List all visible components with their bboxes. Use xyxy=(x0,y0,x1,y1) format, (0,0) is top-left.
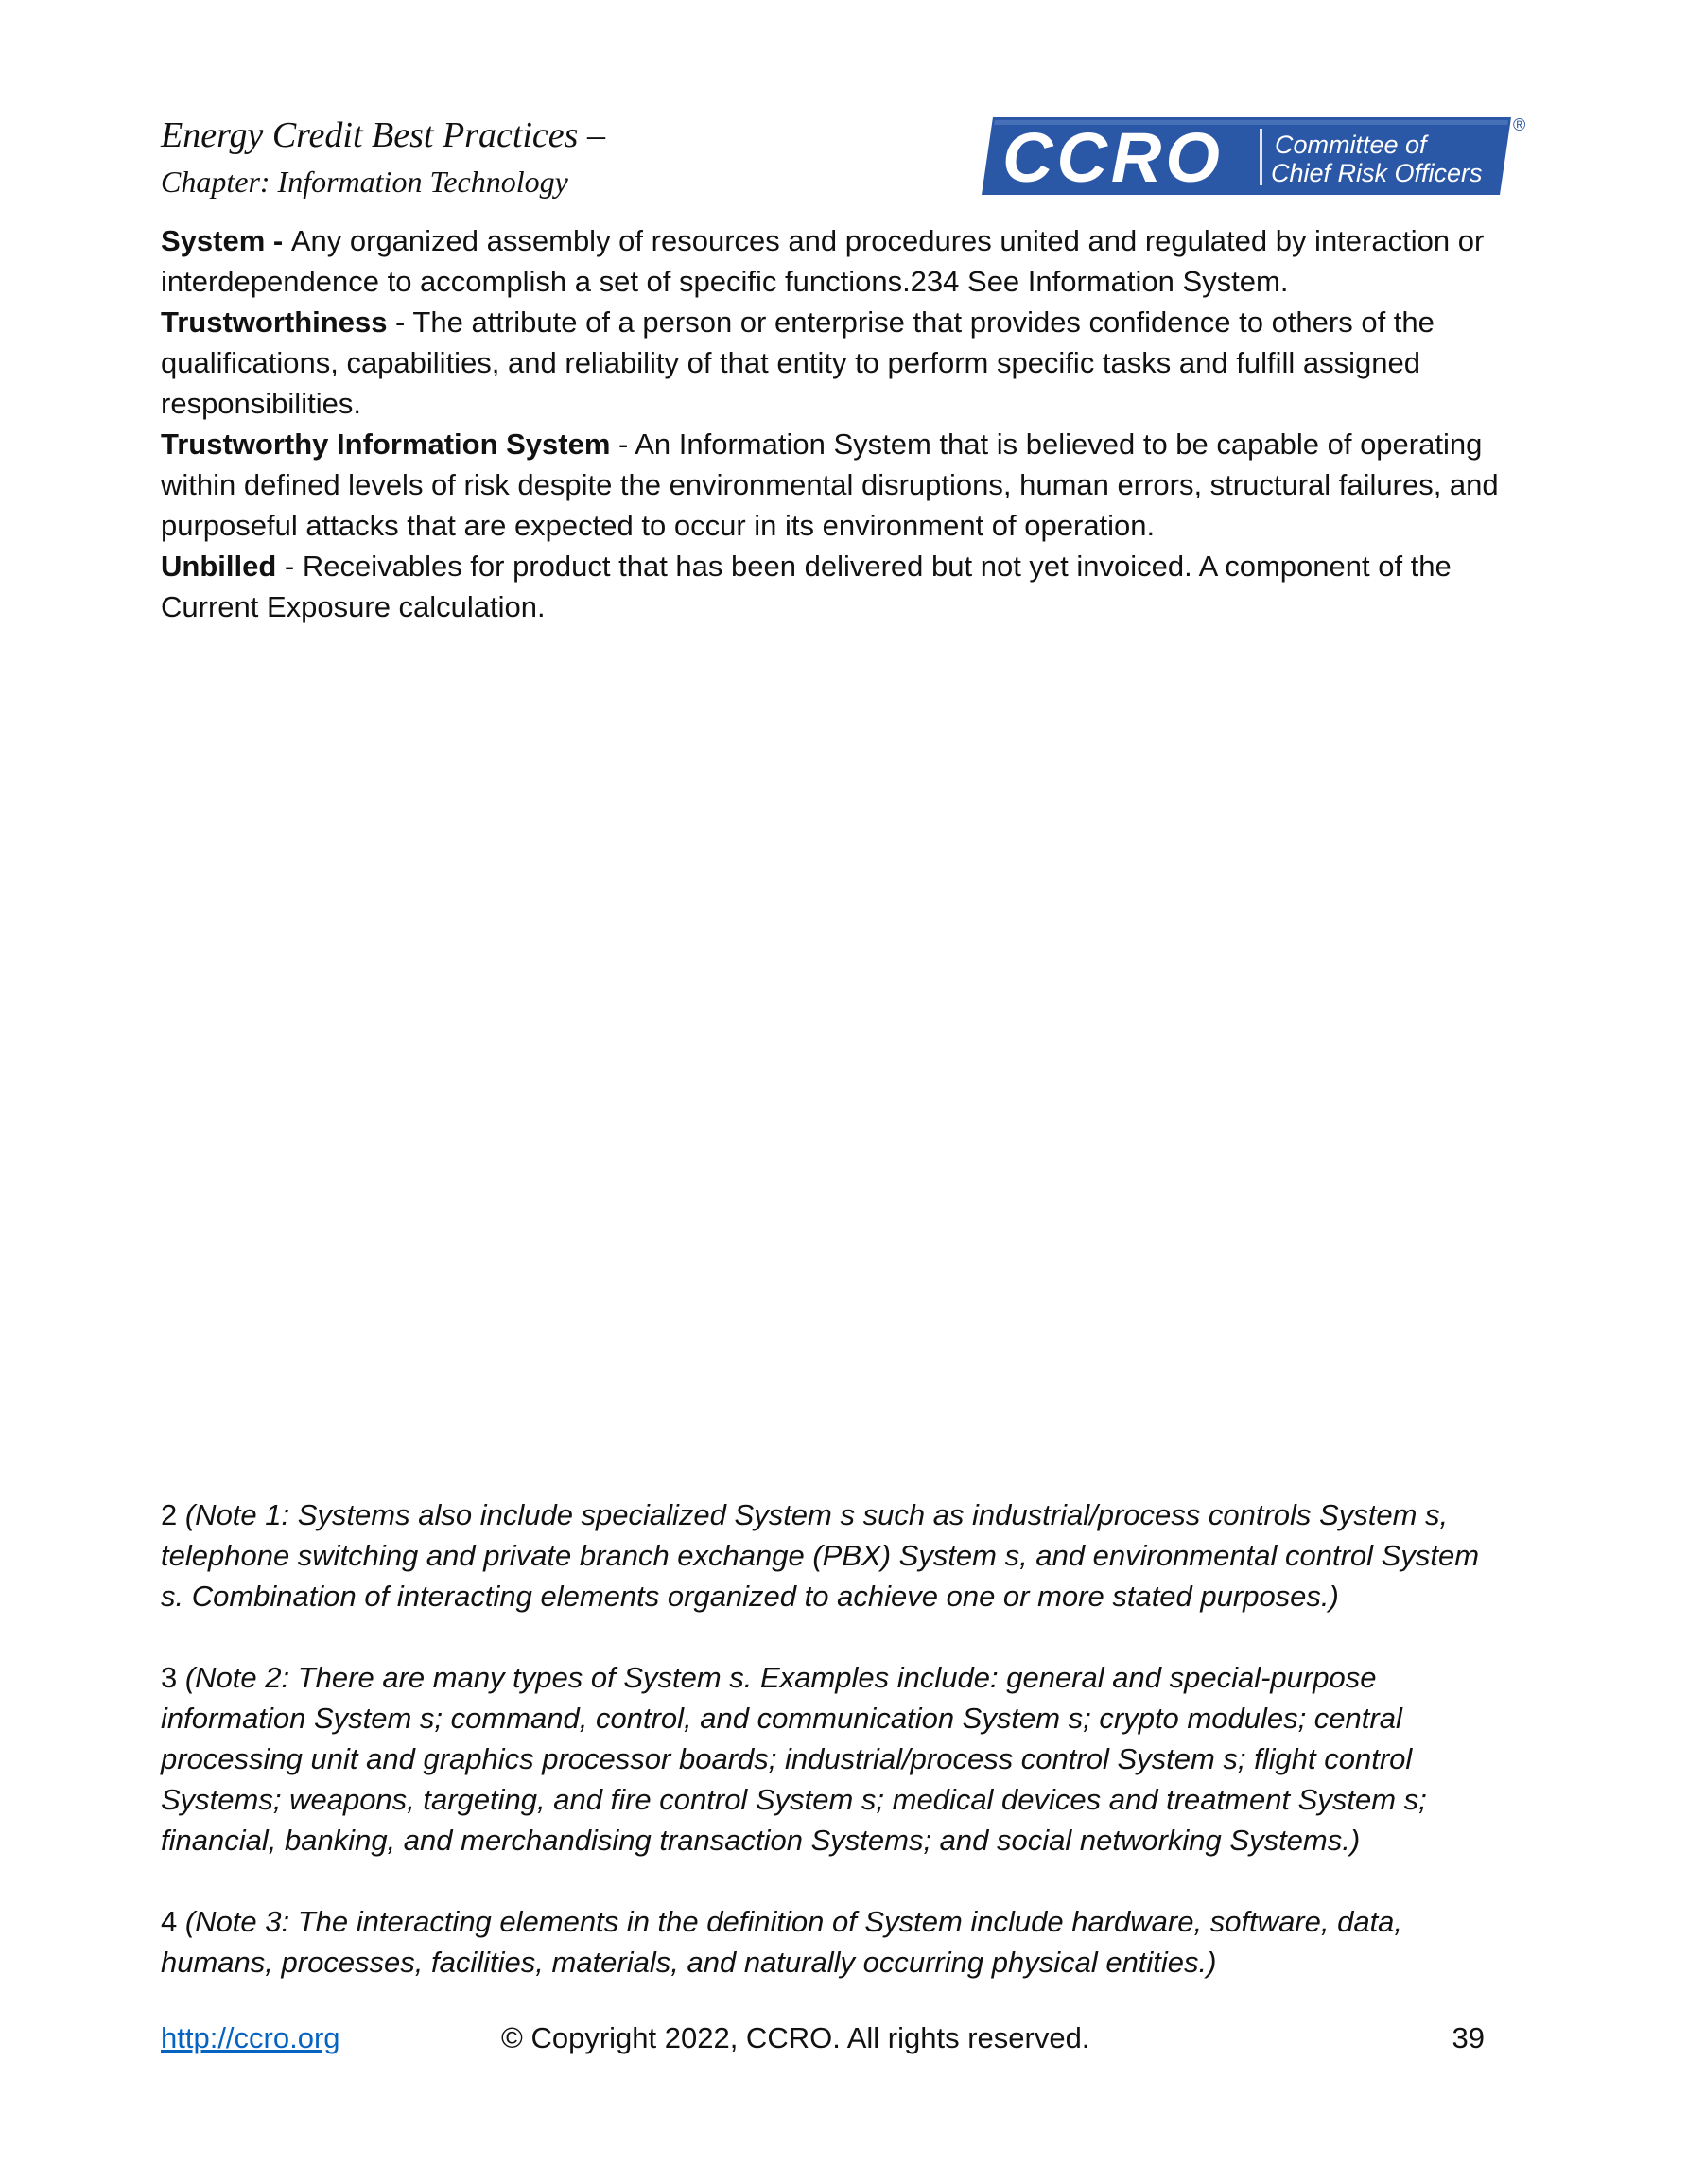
term-definition: - Receivables for product that has been delivered but not yet invoiced. A component of the Current Exposure calculation. xyxy=(161,550,1452,623)
ccro-logo xyxy=(982,114,1530,201)
footnote-number: 3 xyxy=(161,1661,185,1694)
page-footer xyxy=(161,2017,1485,2060)
registered-mark: ® xyxy=(1513,115,1526,134)
page-number: 39 xyxy=(1452,2021,1485,2054)
term-definition: Any organized assembly of resources and procedures united and regulated by interaction or interdependence to accomplish a set of specific functions.234 See Information System. xyxy=(161,224,1485,298)
term-label: Trustworthiness xyxy=(161,306,388,339)
logo-mark: CCRO xyxy=(1002,118,1224,197)
term-label: Trustworthy Information System xyxy=(161,428,611,461)
footnote-2 xyxy=(161,1494,1504,1616)
glossary-entry-trustworthy-information-system xyxy=(161,424,1504,546)
footnote-text: (Note 1: Systems also include specialized System s such as industrial/process controls System s, telephone switching and private branch exchange (PBX) System s, and environmental control System s. Combination of interacting elements organized to achieve one or more stated purposes.) xyxy=(161,1498,1480,1613)
footnote-text: (Note 2: There are many types of System s. Examples include: general and special-purpose information System s; command, control, and communication System s; crypto modules; central processing unit and graphics processor boards; industrial/process control System s; flight control Systems; weapons, targeting, and fire control System s; medical devices and treatment System s; financial, banking, and merchandising transaction Systems; and social networking Systems.) xyxy=(161,1661,1427,1857)
document-title: Energy Credit Best Practices – xyxy=(161,115,605,155)
glossary-entry-unbilled xyxy=(161,546,1504,627)
logo-line-1: Committee of xyxy=(1275,131,1427,159)
footnote-text: (Note 3: The interacting elements in the definition of System include hardware, software, data, humans, processes, facilities, materials, and naturally occurring physical entities.) xyxy=(161,1905,1403,1979)
glossary-content xyxy=(161,220,1504,627)
footnote-number: 4 xyxy=(161,1905,185,1938)
term-label: Unbilled xyxy=(161,550,277,583)
glossary-entry-system xyxy=(161,220,1504,302)
page-header xyxy=(161,114,1532,208)
glossary-entry-trustworthiness xyxy=(161,302,1504,424)
term-definition: - An Information System that is believed to be capable of operating within defined levels of risk despite the environmental disruptions, human errors, structural failures, and purposeful attacks that are expected to occur in its environment of operation. xyxy=(161,428,1499,542)
copyright-notice: © Copyright 2022, CCRO. All rights reserved. xyxy=(501,2021,1090,2054)
footnotes xyxy=(161,1494,1504,2023)
footnote-3 xyxy=(161,1657,1504,1861)
chapter-subtitle: Chapter: Information Technology xyxy=(161,165,568,199)
ccro-website-link[interactable]: http://ccro.org xyxy=(161,2021,340,2054)
term-definition: - The attribute of a person or enterprise that provides confidence to others of the qualifications, capabilities, and reliability of that entity to perform specific tasks and fulfill assigned responsibilities. xyxy=(161,306,1435,420)
footnote-number: 2 xyxy=(161,1498,185,1531)
logo-line-2: Chief Risk Officers xyxy=(1271,159,1483,187)
footnote-4 xyxy=(161,1901,1504,1983)
term-label: System - xyxy=(161,224,291,257)
